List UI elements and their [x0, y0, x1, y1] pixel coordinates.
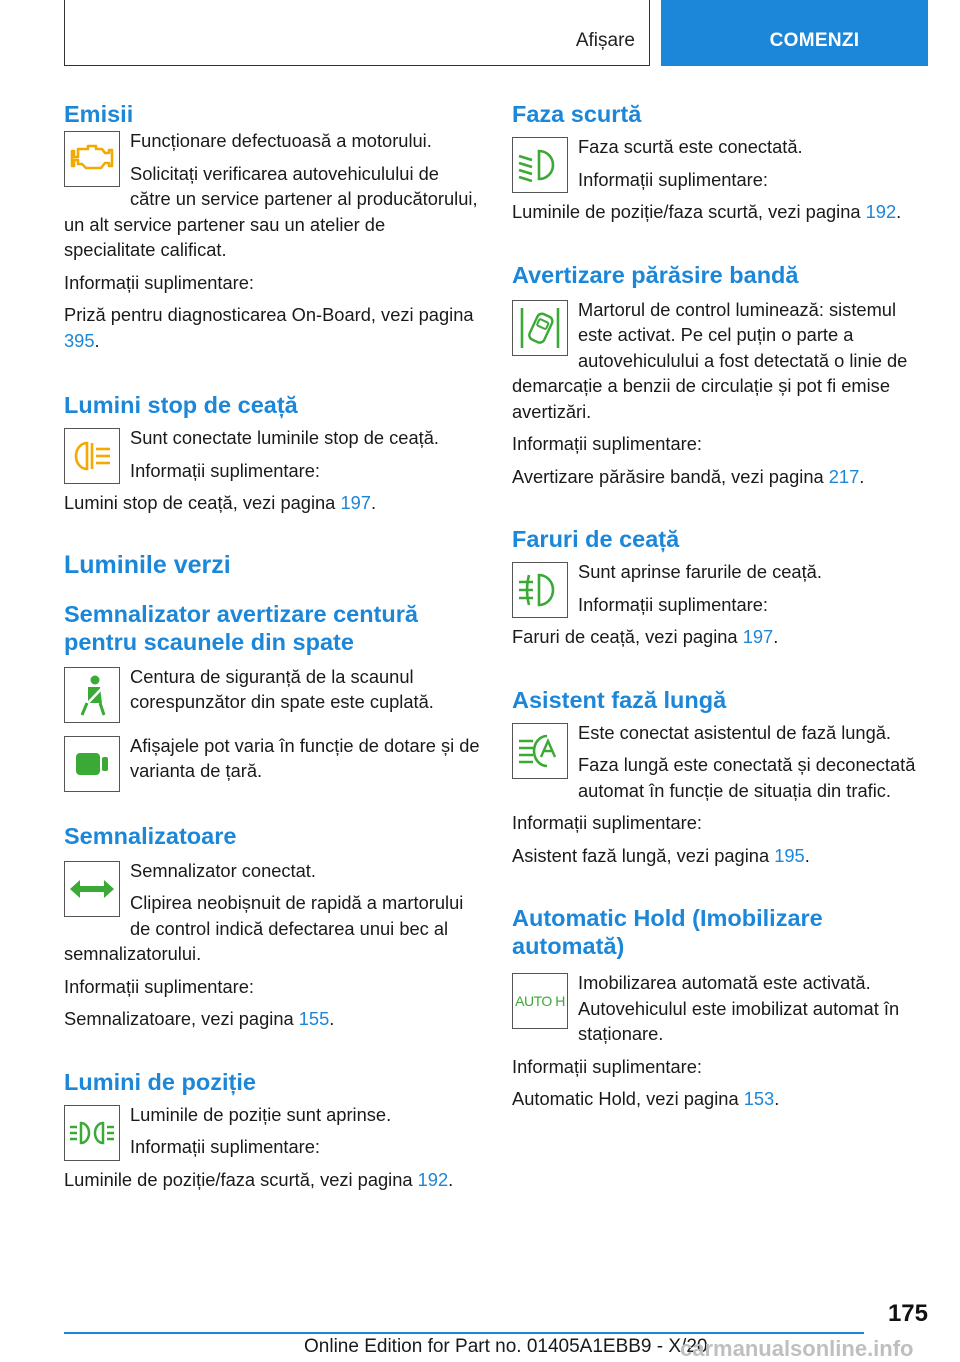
text-ref: [64, 490, 480, 516]
text-ref: [64, 302, 480, 353]
entry-emisii: [64, 128, 480, 263]
text: Afișajele pot varia în funcție de dotare și de varianta de țară.: [130, 734, 480, 781]
text: Funcționare defectuoasă a motorului.: [130, 130, 432, 151]
text: Informații suplimentare:: [130, 459, 320, 481]
auto-hold-icon-label: AUTO H: [515, 993, 565, 1009]
ref-text: Luminile de poziție/faza scurtă, vezi pagina: [64, 1168, 418, 1190]
text-ref: [512, 199, 928, 225]
left-column: [64, 100, 480, 1192]
auto-hold-icon: [512, 973, 568, 1029]
entry-faza-scurta: [512, 134, 928, 225]
rear-fog-light-icon: [64, 428, 120, 484]
ref-end: .: [774, 1088, 780, 1109]
lane-departure-icon: [512, 300, 568, 356]
section-tab-label: Afișare: [575, 30, 635, 51]
text: Clipirea neobișnuit de rapidă a martorului de control indică defectarea unui bec al semnalizatorului.: [64, 892, 464, 964]
page-link-192[interactable]: 192: [865, 201, 897, 222]
ref-end: .: [329, 1008, 335, 1029]
text-ref: [64, 1006, 480, 1032]
check-engine-icon: [64, 131, 120, 187]
entry-faza-lunga: [512, 720, 928, 804]
turn-signal-icon: [64, 861, 120, 917]
page-link-395[interactable]: 395: [64, 329, 95, 351]
text-ref: [64, 1167, 480, 1193]
text-ref: [512, 843, 928, 869]
entry-banda: [512, 297, 928, 425]
text: Faza lungă este conectată și deconectată automat în funcție de situația din trafic.: [578, 754, 916, 801]
heading-pozitie: Lumini de poziție: [64, 1068, 256, 1095]
heading-semnalizatoare: Semnalizatoare: [64, 822, 237, 849]
heading-faza-scurta: Faza scurtă: [512, 101, 642, 127]
ref-end: .: [370, 492, 377, 513]
heading-emisii: Emisii: [64, 101, 134, 127]
low-beam-icon: [512, 137, 568, 193]
text: Martorul de control luminează: sistemul este activat. Pe cel puțin o parte a autovehiculului a fost detectată o linie de demarcație a benzii de circulație și pot fi emise avertizări.: [512, 298, 908, 422]
page-link-153[interactable]: 153: [743, 1088, 775, 1109]
text: Informații suplimentare:: [578, 593, 768, 615]
text: Faza scurtă este conectată.: [578, 136, 803, 157]
watermark-text: carmanualsonline.info: [680, 1336, 914, 1361]
heading-banda: Avertizare părăsire bandă: [512, 261, 799, 288]
page-link-197[interactable]: 197: [742, 626, 774, 647]
right-column: [512, 100, 928, 1112]
text: Informații suplimentare:: [130, 1136, 320, 1157]
entry-semnalizatoare: [64, 858, 480, 967]
text: Centura de siguranță de la scaunul corespunzător din spate este cuplată.: [130, 665, 434, 712]
section-tab[interactable]: [64, 0, 650, 66]
text-ref: [512, 624, 928, 650]
ref-end: .: [859, 465, 865, 487]
heading-stop-ceata: Lumini stop de ceață: [64, 392, 298, 418]
seat-occupied-icon: [64, 736, 120, 792]
text-ref: [512, 464, 928, 490]
ref-end: .: [773, 626, 779, 647]
text: Informații suplimentare:: [64, 271, 254, 293]
text: Luminile de poziție sunt aprinse.: [130, 1103, 392, 1125]
text: Informații suplimentare:: [512, 433, 702, 454]
heading-luminile-verzi: Luminile verzi: [64, 550, 231, 579]
entry-centura: [64, 664, 480, 727]
edition-text: Online Edition for Part no. 01405A1EBB9 - X/20: [304, 1336, 708, 1357]
chapter-tab[interactable]: [661, 0, 928, 66]
text: Imobilizarea automată este activată. Autovehiculul este imobilizat automat în staționare.: [578, 972, 900, 1044]
ref-text: Faruri de ceață, vezi pagina: [512, 626, 743, 647]
page-header: [64, 0, 928, 66]
ref-text: Semnalizatoare, vezi pagina: [64, 1008, 299, 1029]
ref-end: .: [896, 201, 902, 222]
text: Solicitați verificarea autovehiculului de către un service partener al producătorului, un alt service partener sau un atelier de specialitate calificat.: [64, 162, 478, 260]
page-number: 175: [887, 1300, 928, 1327]
ref-text: Luminile de poziție/faza scurtă, vezi pagina: [512, 201, 866, 222]
text: Sunt aprinse farurile de ceață.: [578, 561, 822, 582]
ref-text: Asistent fază lungă, vezi pagina: [512, 844, 775, 866]
footer-divider: [64, 1332, 864, 1334]
ref-end: .: [94, 329, 100, 351]
ref-text: Priză pentru diagnosticarea On-Board, vezi pagina: [64, 304, 474, 325]
high-beam-assistant-icon: [512, 723, 568, 779]
entry-centura-variant: [64, 733, 480, 796]
page-link-217[interactable]: 217: [828, 465, 860, 487]
entry-auto-hold: [512, 970, 928, 1047]
ref-end: .: [804, 844, 810, 866]
ref-text: Avertizare părăsire bandă, vezi pagina: [512, 465, 829, 487]
text: Informații suplimentare:: [64, 975, 254, 997]
entry-stop-ceata: [64, 425, 480, 516]
page-link-195[interactable]: 195: [774, 844, 805, 866]
page-link-197[interactable]: 197: [340, 492, 371, 513]
seatbelt-icon: [64, 667, 120, 723]
text-ref: [512, 1086, 928, 1112]
text: Este conectat asistentul de fază lungă.: [578, 721, 892, 743]
text: Semnalizator conectat.: [130, 859, 316, 881]
text: Informații suplimentare:: [578, 168, 768, 190]
chapter-tab-label: COMENZI: [769, 30, 860, 51]
page-link-155[interactable]: 155: [298, 1008, 330, 1029]
heading-faruri-ceata: Faruri de ceață: [512, 526, 680, 552]
text: Sunt conectate luminile stop de ceață.: [130, 427, 439, 448]
heading-faza-lunga: Asistent fază lungă: [512, 686, 727, 713]
ref-end: .: [448, 1168, 454, 1190]
ref-text: Lumini stop de ceață, vezi pagina: [64, 492, 341, 513]
entry-pozitie: [64, 1102, 480, 1193]
text: Informații suplimentare:: [512, 1055, 702, 1077]
page-link-192[interactable]: 192: [417, 1168, 449, 1190]
position-lights-icon: [64, 1105, 120, 1161]
entry-faruri-ceata: [512, 559, 928, 650]
heading-auto-hold: Automatic Hold (Imobilizare automată): [512, 905, 823, 959]
front-fog-light-icon: [512, 562, 568, 618]
text: Informații suplimentare:: [512, 812, 702, 833]
ref-text: Automatic Hold, vezi pagina: [512, 1088, 744, 1109]
heading-centura: Semnalizator avertizare centură pentru scaunele din spate: [64, 600, 418, 655]
